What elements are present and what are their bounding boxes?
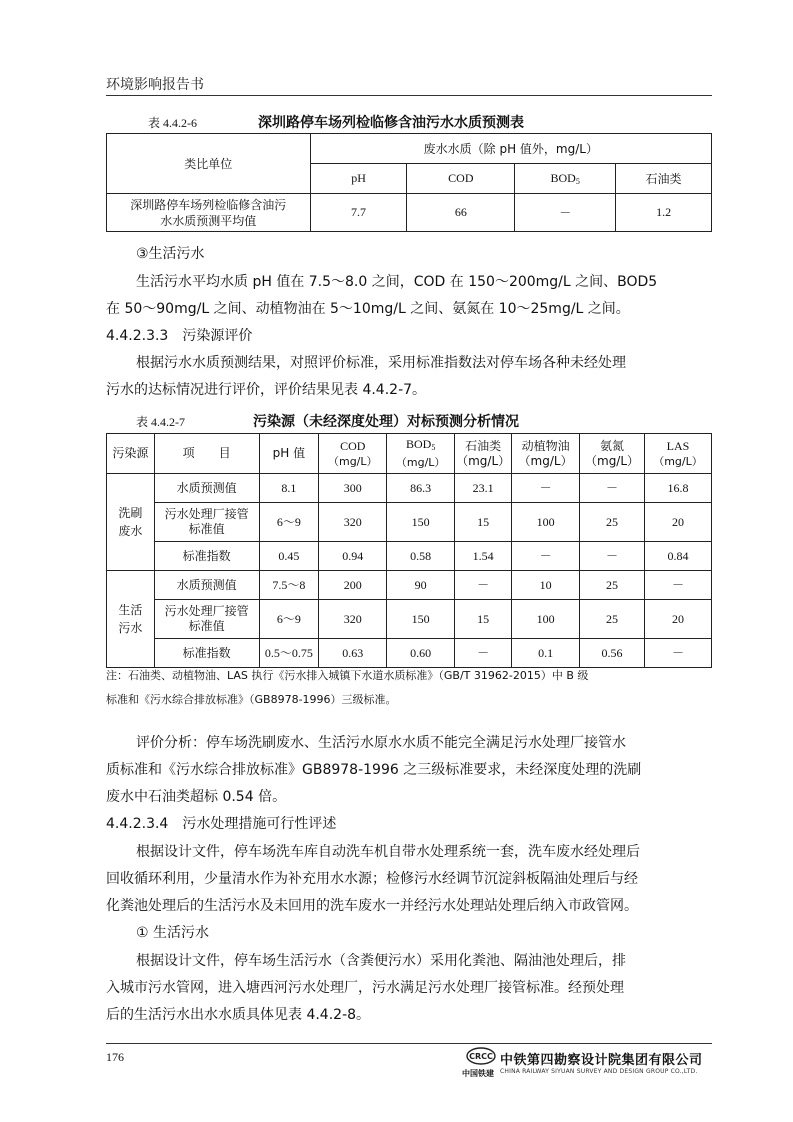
table2-cell: － bbox=[645, 639, 712, 668]
table2-row-item: 污水处理厂接管 标准值 bbox=[154, 600, 259, 639]
eval-line1: 根据污水水质预测结果，对照评价标准，采用标准指数法对停车场各种未经处理 bbox=[136, 355, 626, 371]
analysis-line2: 质标准和《污水综合排放标准》GB8978-1996 之三级标准要求，未经深度处理的洗刷 bbox=[106, 762, 642, 778]
table2-header-oil: 石油类 （mg/L） bbox=[455, 434, 512, 474]
feasibility-line1: 根据设计文件，停车场洗车库自动洗车机自带水处理系统一套，洗车废水经处理后 bbox=[136, 844, 640, 860]
table2-cell: 300 bbox=[319, 474, 387, 503]
eval-line2: 污水的达标情况进行评价，评价结果见表 4.4.2-7。 bbox=[106, 382, 427, 398]
table2-header-las: LAS （mg/L） bbox=[645, 434, 712, 474]
table1-cell: 1.2 bbox=[616, 194, 712, 232]
eval-heading: 4.4.2.3.3 污染源评价 bbox=[106, 328, 253, 344]
table2-cell: 6～9 bbox=[259, 600, 319, 639]
table2-cell: － bbox=[512, 542, 580, 571]
table2-row-item: 污水处理厂接管 标准值 bbox=[154, 503, 259, 542]
table2-header-ammonia: 氨氮 （mg/L） bbox=[580, 434, 645, 474]
table1-cell: 7.7 bbox=[310, 194, 407, 232]
domestic-line1: 生活污水平均水质 pH 值在 7.5～8.0 之间，COD 在 150～200mg/L 之间、BOD5 bbox=[136, 274, 658, 290]
table1-header-group: 废水水质（除 pH 值外，mg/L） bbox=[310, 134, 711, 164]
analysis-line1: 评价分析：停车场洗刷废水、生活污水原水水质不能完全满足污水处理厂接管水 bbox=[136, 735, 626, 751]
table2-row-item: 标准指数 bbox=[154, 639, 259, 668]
table1-row-label: 深圳路停车场列检临修含油污 水水质预测平均值 bbox=[107, 194, 311, 232]
table2-cell: 1.54 bbox=[455, 542, 512, 571]
table2-cell: 7.5～8 bbox=[259, 571, 319, 600]
domestic-line2: 在 50～90mg/L 之间、动植物油在 5～10mg/L 之间、氨氮在 10～25mg/L 之间。 bbox=[106, 301, 630, 317]
table2-cell: 15 bbox=[455, 600, 512, 639]
table1-header-unit: 类比单位 bbox=[107, 134, 311, 194]
feasibility-line3: 化粪池处理后的生活污水及未回用的洗车废水一并经污水处理站处理后纳入市政管网。 bbox=[106, 898, 638, 914]
table2-cell: 0.63 bbox=[319, 639, 387, 668]
table2-cell: 15 bbox=[455, 503, 512, 542]
feasibility-p2-line1: 根据设计文件，停车场生活污水（含粪便污水）采用化粪池、隔油池处理后，排 bbox=[136, 953, 626, 969]
table2-cell: 320 bbox=[319, 600, 387, 639]
table2-cell: 100 bbox=[512, 503, 580, 542]
table2-row-item: 水质预测值 bbox=[154, 474, 259, 503]
table2-cell: 200 bbox=[319, 571, 387, 600]
table2-cell: － bbox=[455, 639, 512, 668]
table2-cell: 25 bbox=[580, 571, 645, 600]
table2-cell: 0.84 bbox=[645, 542, 712, 571]
table2-cell: 86.3 bbox=[387, 474, 455, 503]
feasibility-subheading: ① 生活污水 bbox=[136, 925, 210, 941]
table2-cell: 8.1 bbox=[259, 474, 319, 503]
table1-col-oil: 石油类 bbox=[616, 164, 712, 194]
company-name-cn: 中铁第四勘察设计院集团有限公司 bbox=[500, 1053, 703, 1068]
table2-cell: 0.58 bbox=[387, 542, 455, 571]
table2-cell: 25 bbox=[580, 503, 645, 542]
table2-title: 污染源（未经深度处理）对标预测分析情况 bbox=[253, 414, 519, 430]
table2-cell: 0.45 bbox=[259, 542, 319, 571]
table1-title: 深圳路停车场列检临修含油污水水质预测表 bbox=[258, 115, 524, 131]
table2-cell: 90 bbox=[387, 571, 455, 600]
table2-label: 表 4.4.2-7 bbox=[136, 415, 185, 429]
footer-rule bbox=[106, 1043, 712, 1044]
table2-header-ph: pH 值 bbox=[259, 434, 319, 474]
header-rule bbox=[106, 95, 712, 96]
table2-cell: 150 bbox=[387, 600, 455, 639]
table2-cell: － bbox=[512, 474, 580, 503]
table2-cell: 10 bbox=[512, 571, 580, 600]
table2-cell: 0.1 bbox=[512, 639, 580, 668]
table2-cell: － bbox=[580, 542, 645, 571]
analysis-line3: 废水中石油类超标 0.54 倍。 bbox=[106, 789, 287, 805]
table2-cell: 0.60 bbox=[387, 639, 455, 668]
table2-cell: － bbox=[645, 571, 712, 600]
table2-cell: 0.56 bbox=[580, 639, 645, 668]
crcc-logo-icon bbox=[466, 1046, 496, 1070]
table2-cell: 6～9 bbox=[259, 503, 319, 542]
feasibility-p2-line3: 后的生活污水出水水质具体见表 4.4.2-8。 bbox=[106, 1007, 371, 1023]
table2-row-item: 水质预测值 bbox=[154, 571, 259, 600]
table2-header-item: 项 目 bbox=[154, 434, 259, 474]
feasibility-heading: 4.4.2.3.4 污水处理措施可行性评述 bbox=[106, 816, 337, 832]
table1-label: 表 4.4.2-6 bbox=[148, 116, 197, 130]
table1-col-cod: COD bbox=[407, 164, 515, 194]
table2-cell: 25 bbox=[580, 600, 645, 639]
table2-note: 注：石油类、动植物油、LAS 执行《污水排入城镇下水道水质标准》（GB/T 31962-2015）中 B 级 标准和《污水综合排放标准》（GB8978-1996）三级标准。 bbox=[106, 669, 589, 706]
table2-cell: 150 bbox=[387, 503, 455, 542]
table2-cell: 20 bbox=[645, 600, 712, 639]
feasibility-p2-line2: 入城市污水管网，进入塘西河污水处理厂，污水满足污水处理厂接管标准。经预处理 bbox=[106, 980, 624, 996]
table1-cell: － bbox=[515, 194, 616, 232]
table2-cell: 320 bbox=[319, 503, 387, 542]
table1 bbox=[106, 133, 712, 232]
table2-cell: 23.1 bbox=[455, 474, 512, 503]
company-short-name: 中国铁建 bbox=[462, 1069, 494, 1078]
running-header: 环境影响报告书 bbox=[106, 77, 204, 93]
table2-cell: 16.8 bbox=[645, 474, 712, 503]
table1-col-ph: pH bbox=[310, 164, 407, 194]
table2-cell: 20 bbox=[645, 503, 712, 542]
table2-cell: － bbox=[455, 571, 512, 600]
table2-row-item: 标准指数 bbox=[154, 542, 259, 571]
svg-text:CRCC: CRCC bbox=[469, 1052, 493, 1061]
table2-header-source: 污染源 bbox=[107, 434, 155, 474]
table1-cell: 66 bbox=[407, 194, 515, 232]
table2-cell: 100 bbox=[512, 600, 580, 639]
company-name-en: CHINA RAILWAY SIYUAN SURVEY AND DESIGN GROUP CO.,LTD. bbox=[500, 1068, 698, 1075]
table2-header-animal-oil: 动植物油 （mg/L） bbox=[512, 434, 580, 474]
table1-col-bod: $BOD_5$ bbox=[515, 164, 616, 194]
table2-group-wash: 洗刷 废水 bbox=[107, 474, 155, 571]
table2-cell: 0.5～0.75 bbox=[259, 639, 319, 668]
domestic-heading: ③生活污水 bbox=[136, 246, 205, 262]
page-number: 176 bbox=[106, 1050, 124, 1064]
table2-header-cod: COD （mg/L） bbox=[319, 434, 387, 474]
table2-header-bod: $BOD_5$ （mg/L） bbox=[387, 434, 455, 474]
table2-cell: － bbox=[580, 474, 645, 503]
table2-cell: 0.94 bbox=[319, 542, 387, 571]
feasibility-line2: 回收循环利用，少量清水作为补充用水水源；检修污水经调节沉淀斜板隔油处理后与经 bbox=[106, 871, 638, 887]
table2-group-domestic: 生活 污水 bbox=[107, 571, 155, 668]
table2 bbox=[106, 433, 712, 668]
